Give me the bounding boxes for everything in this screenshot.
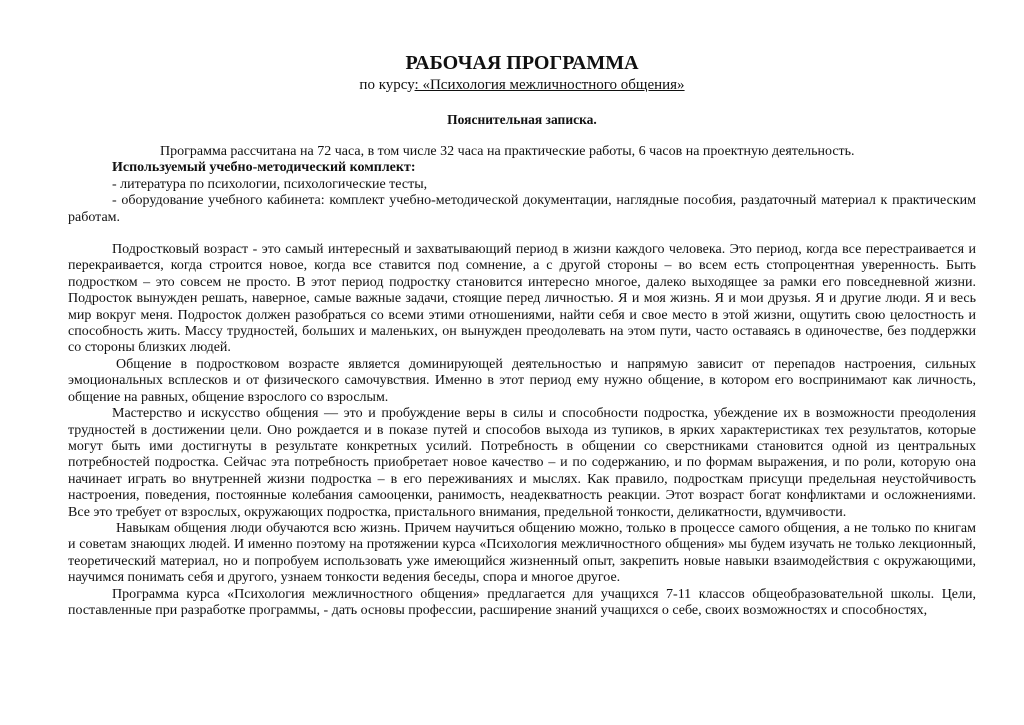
kit-item: - литература по психологии, психологические тесты, [112,176,428,192]
document-page [68,50,976,619]
body-paragraph: Общение в подростковом возрасте является доминирующей деятельностью и напрямую зависит от перепадов настроения, сильных эмоциональных всплесков и от физического самочувствия. Именно в этот период ему нужно общение, в котором его воспринимают как личность, общение на равных, общение взрослого со взрослым. [68,356,976,405]
kit-heading: Используемый учебно-методический комплект: [112,160,416,176]
spacer [68,226,976,242]
body-paragraph: Подростковый возраст - это самый интересный и захватывающий период в жизни каждого человека. Это период, когда все перестраивается и перекраивается, когда строится новое, когда все ставится под сомнение, а с другой стороны – во всем есть стопроцентная уверенность. Быть подростком – это совсем не просто. В этот период подростку становится интересно многое, далеко выходящее за рамки его повседневной жизни. Подросток вынужден решать, наверное, самые важные задачи, стоящие перед личностью. Я и моя жизнь. Я и мои друзья. Я и другие люди. Я и весь мир вокруг меня. Подросток должен разобраться со всеми этими отношениями, найти себя и свое место в этой жизни, ощутить свою целостность и способность жить. Массу трудностей, больших и маленьких, он вынужден преодолевать на этом пути, часто оставаясь в одиночестве, без поддержки со стороны близких людей. [68,242,976,356]
body-paragraph: Мастерство и искусство общения — это и пробуждение веры в силы и способности подростка, убеждение их в возможности преодоления трудностей в достижении цели. Оно рождается и в показе путей и способов выхода из тупиков, в ярких характеристиках тех результатов, которые могут быть ими достигнуты в результате конкретных усилий. Потребность в общении со сверстниками становится одной из центральных потребностей подростка. Сейчас эта потребность приобретает новое качество – и по содержанию, и по формам выражения, и по роли, которую она начинает играть во внутренней жизни подростка – в его переживаниях и мыслях. Как правило, подросткам присущи предельная неустойчивость настроения, поведения, постоянные колебания самооценки, ранимость, неадекватность реакции. Этот возраст богат конфликтами и осложнениями. Все это требует от взрослых, окружающих подростка, пристального внимания, предельной тонкости, деликатности, вдумчивости. [68,406,976,520]
course-name: : «Психология межличностного общения» [414,77,685,93]
document-subtitle [68,76,976,94]
subtitle-prefix: по курсу [359,77,415,93]
intro-paragraph: Программа рассчитана на 72 часа, в том числе 32 часа на практические работы, 6 часов на проектную деятельность. [160,144,855,159]
document-title: РАБОЧАЯ ПРОГРАММА [405,52,639,74]
body-paragraph: Программа курса «Психология межличностного общения» предлагается для учащихся 7-11 классов общеобразовательной школы. Цели, поставленные при разработке программы, - дать основы профессии, расширение знаний учащихся о себе, своих возможностях и способностях, [68,586,976,618]
body-paragraph: Навыкам общения люди обучаются всю жизнь. Причем научиться общению можно, только в процессе самого общения, а не только по книгам и советам знающих людей. И именно поэтому на протяжении курса «Психология межличностного общения» мы будем изучать не только лекционный, теоретический материал, но и попробуем использовать уже имеющийся жизненный опыт, закрепить новые навыки взаимодействия с окружающими, научимся понимать себя и другого, узнаем тонкости ведения беседы, спора и многое другое. [68,520,976,586]
section-heading: Пояснительная записка. [447,112,597,127]
kit-item: - оборудование учебного кабинета: комплект учебно-методической документации, наглядные пособия, раздаточный материал к практическим работам. [68,193,976,225]
